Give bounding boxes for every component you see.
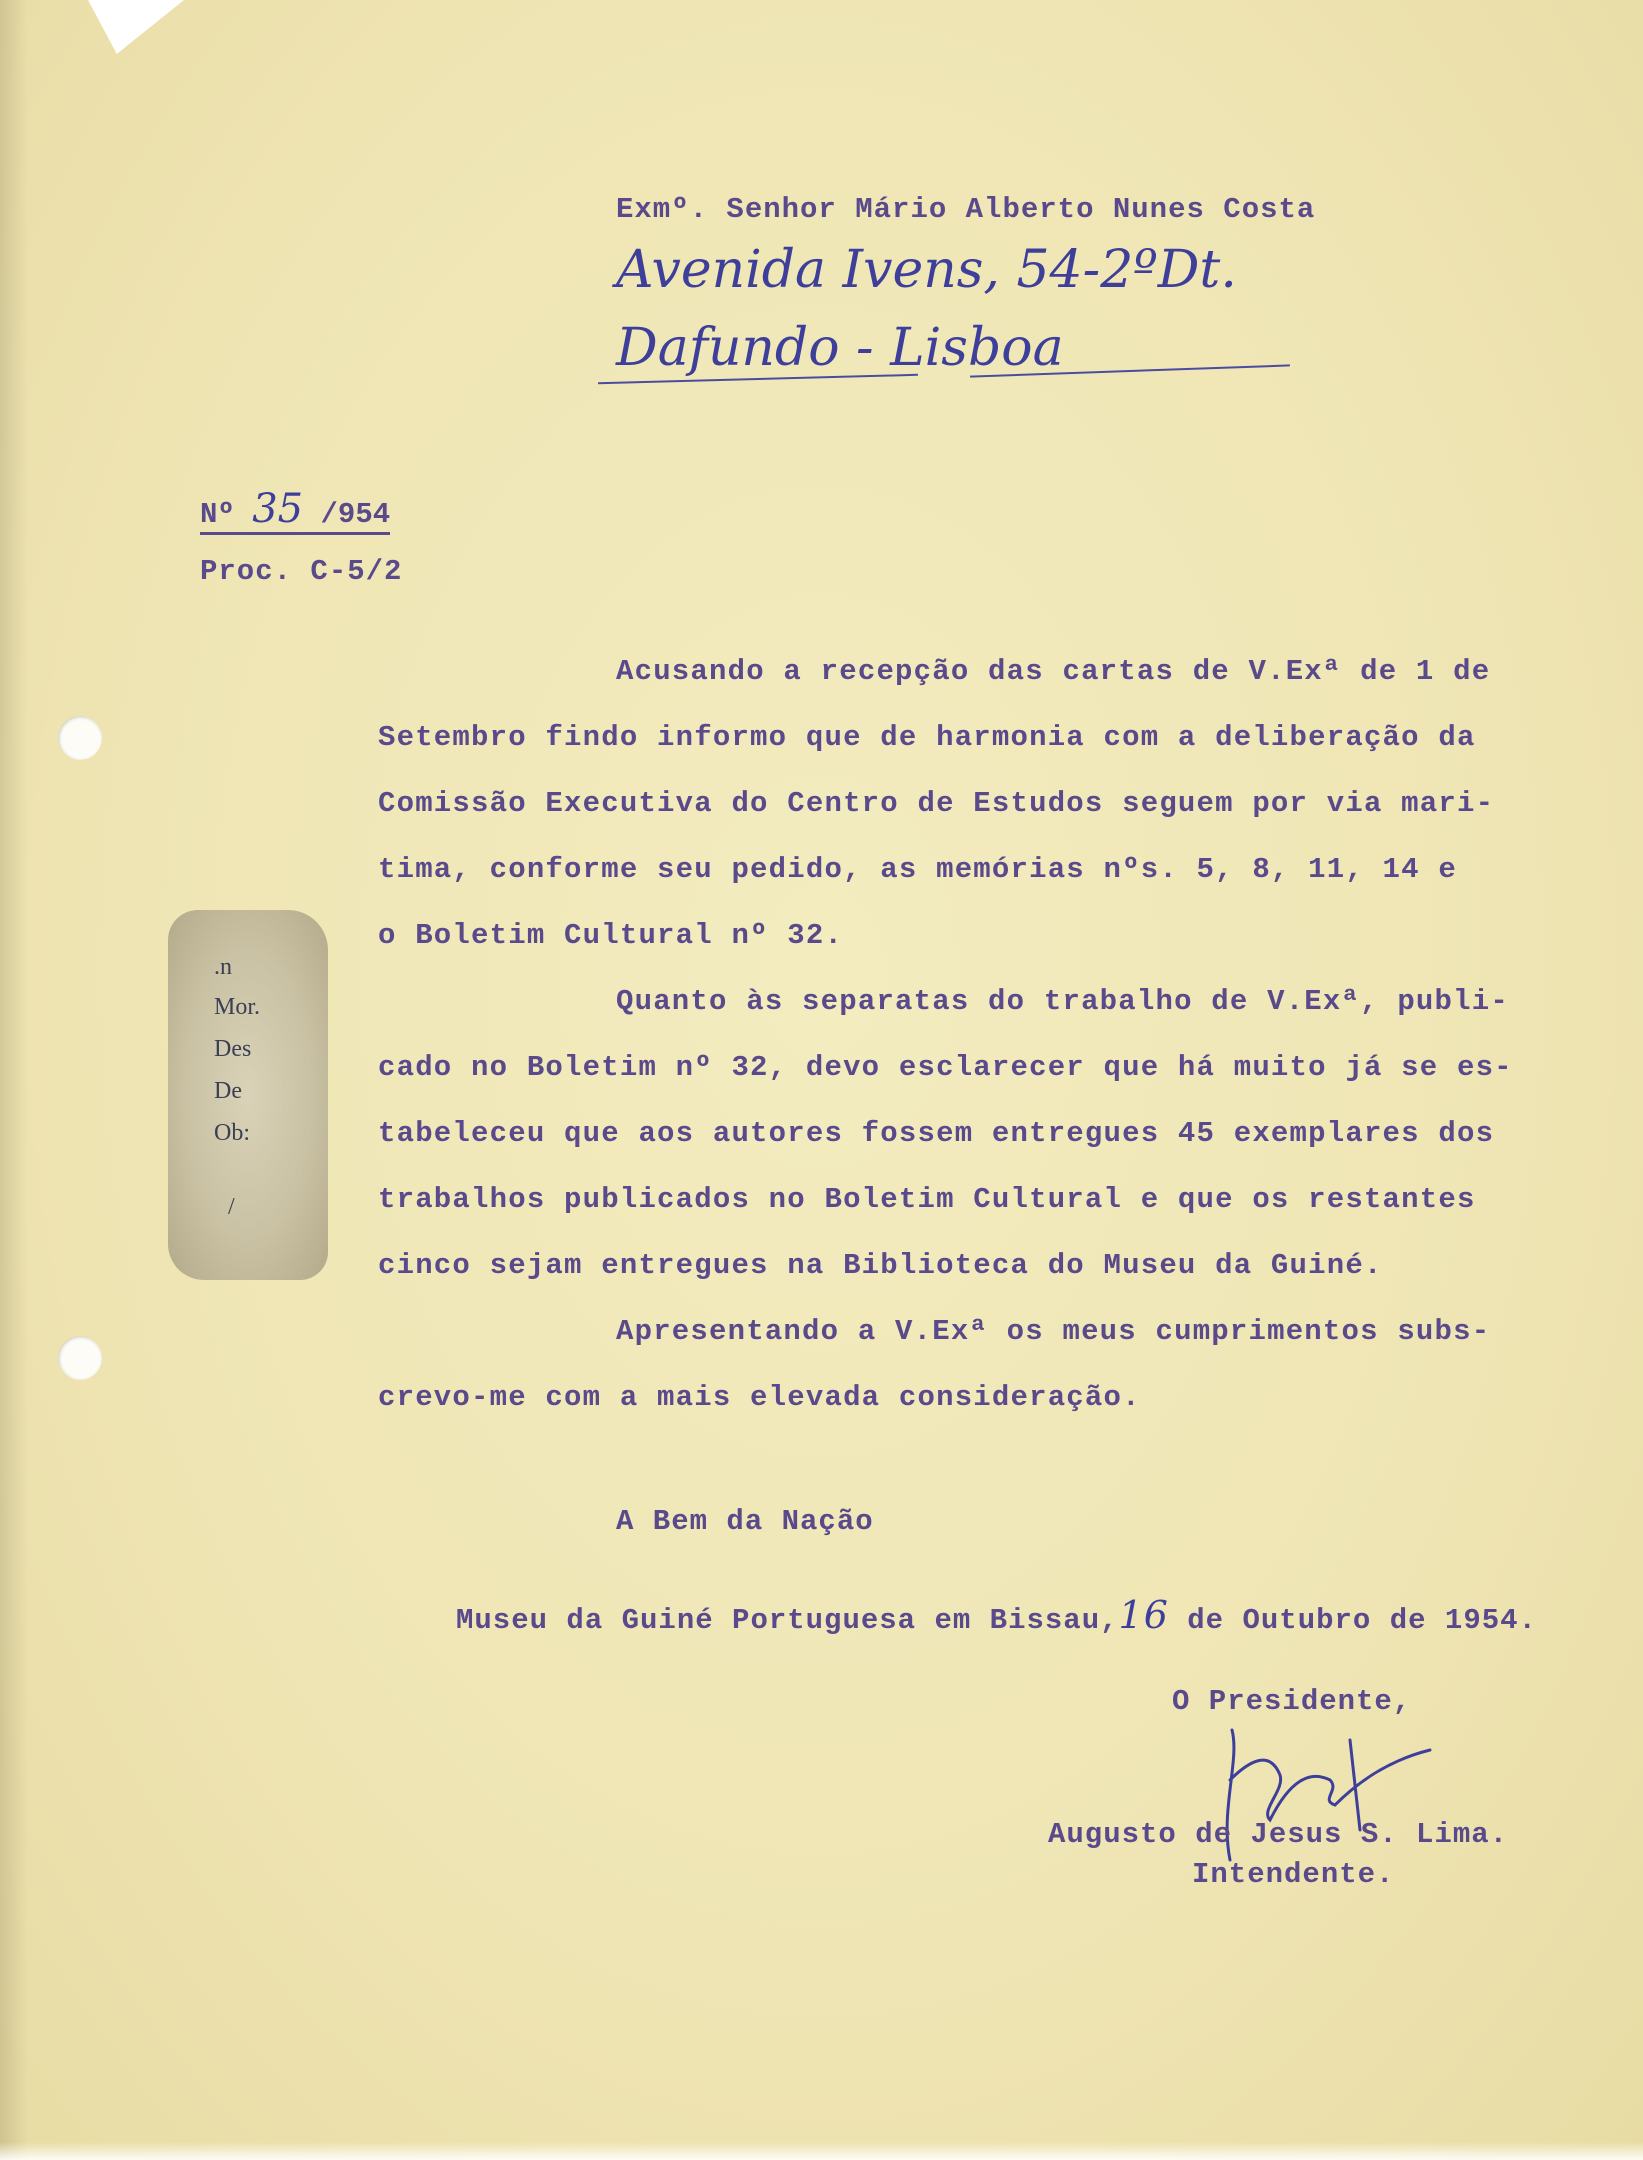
punch-hole-bottom <box>58 1336 102 1380</box>
closing-salutation: A Bem da Nação <box>616 1505 874 1538</box>
date-day-handwritten: 16 <box>1118 1593 1169 1637</box>
signatory-name: Augusto de Jesus S. Lima. <box>1048 1818 1509 1851</box>
body-line: trabalhos publicados no Boletim Cultural e que os restantes <box>378 1183 1476 1216</box>
paper-stain <box>168 910 328 1280</box>
body-line: o Boletim Cultural nº 32. <box>378 919 844 952</box>
signatory-role: O Presidente, <box>1172 1685 1412 1718</box>
body-line: tima, conforme seu pedido, as memórias nºs. 5, 8, 11, 14 e <box>378 853 1457 886</box>
place-date-prefix: Museu da Guiné Portuguesa em Bissau, <box>456 1604 1119 1637</box>
stain-fragment: .n <box>214 954 232 980</box>
body-line: Comissão Executiva do Centro de Estudos seguem por via mari- <box>378 787 1495 820</box>
stain-fragment: Des <box>214 1036 252 1062</box>
addressee-street-handwritten: Avenida Ivens, 54-2ºDt. <box>616 240 1237 300</box>
place-and-date <box>456 1593 1537 1637</box>
stain-fragment: Ob: <box>214 1120 250 1146</box>
body-line: tabeleceu que aos autores fossem entregues 45 exemplares dos <box>378 1117 1495 1150</box>
body-line: cado no Boletim nº 32, devo esclarecer que há muito já se es- <box>378 1051 1513 1084</box>
body-line: Setembro findo informo que de harmonia com a deliberação da <box>378 721 1476 754</box>
addressee-city-handwritten: Dafundo - Lisboa <box>616 318 1064 378</box>
punch-hole-top <box>58 716 102 760</box>
document-number <box>200 486 390 535</box>
body-line: cinco sejam entregues na Biblioteca do Museu da Guiné. <box>378 1249 1383 1282</box>
stain-fragment: Mor. <box>214 994 261 1020</box>
paper-edge-shadow <box>0 0 28 2160</box>
torn-corner <box>88 0 184 54</box>
place-date-suffix: de Outubro de 1954. <box>1168 1604 1537 1637</box>
body-line: Apresentando a V.Exª os meus cumprimentos subs- <box>616 1315 1491 1348</box>
body-line: Acusando a recepção das cartas de V.Exª de 1 de <box>616 655 1491 688</box>
document-number-suffix: /954 <box>320 498 391 531</box>
addressee-name: Exmº. Senhor Mário Alberto Nunes Costa <box>616 193 1316 226</box>
signatory-title: Intendente. <box>1192 1858 1395 1891</box>
stain-fragment: De <box>214 1078 242 1104</box>
paper-bottom-edge <box>0 2142 1643 2160</box>
stain-fragment: / <box>228 1194 235 1220</box>
body-line: Quanto às separatas do trabalho de V.Exª, publi- <box>616 985 1509 1018</box>
process-reference: Proc. C-5/2 <box>200 555 403 588</box>
document-number-handwritten: 35 <box>252 486 304 532</box>
document-number-prefix: Nº <box>200 498 235 531</box>
body-line: crevo-me com a mais elevada consideração. <box>378 1381 1141 1414</box>
